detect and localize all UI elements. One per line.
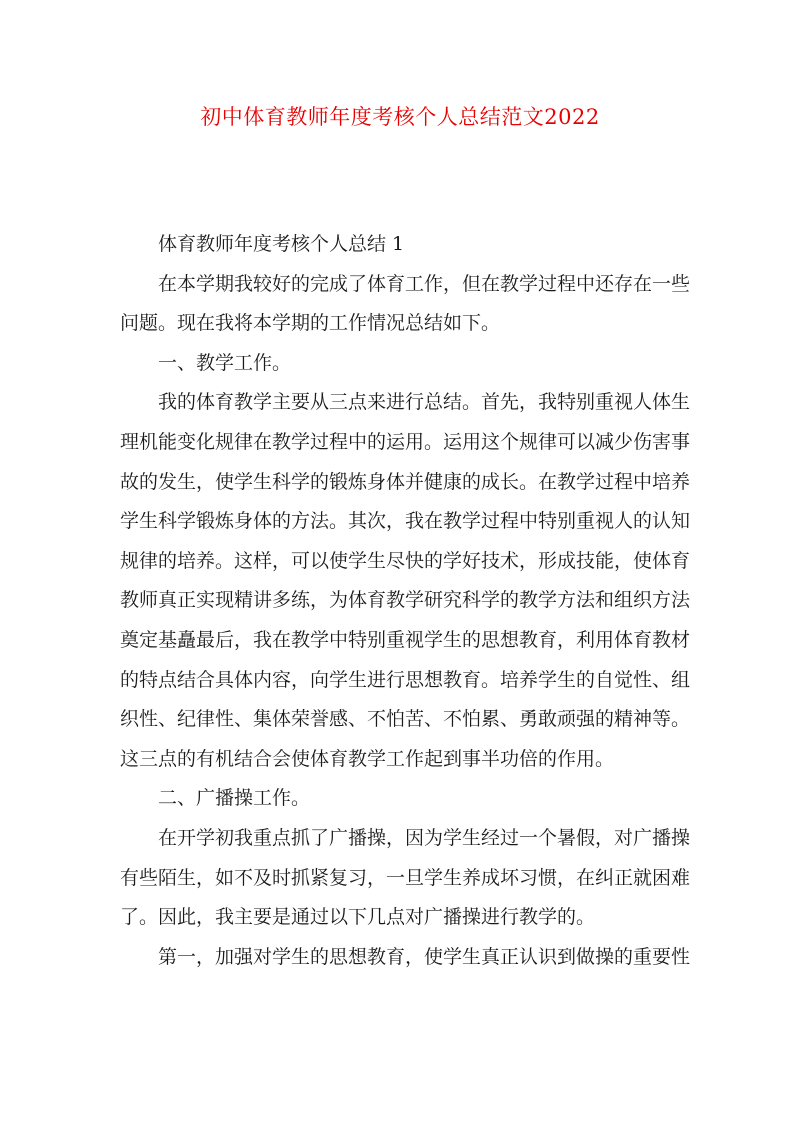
text-line: 有些陌生，如不及时抓紧复习，一旦学生养成坏习惯，在纠正就困难: [120, 866, 691, 889]
document-body: [120, 225, 691, 977]
text-line: 这三点的有机结合会使体育教学工作起到事半功倍的作用。: [120, 747, 615, 770]
text-line: 在开学初我重点抓了广播操，因为学生经过一个暑假，对广播操: [158, 826, 691, 849]
text-line: 学生科学锻炼身体的方法。其次，我在教学过程中特别重视人的认知: [120, 510, 691, 533]
text-line: 的特点结合具体内容，向学生进行思想教育。培养学生的自觉性、组: [120, 668, 691, 691]
text-line: 体育教师年度考核个人总结 1: [158, 233, 405, 255]
text-line: 规律的培养。这样，可以使学生尽快的学好技术，形成技能，使体育: [120, 549, 691, 572]
text-line: 了。因此，我主要是通过以下几点对广播操进行教学的。: [120, 906, 596, 929]
text-line: 奠定基矗最后，我在教学中特别重视学生的思想教育，利用体育教材: [120, 628, 691, 651]
text-line: 二、广播操工作。: [158, 787, 311, 810]
document-title: 初中体育教师年度考核个人总结范文2022: [200, 105, 600, 129]
text-line: 第一，加强对学生的思想教育，使学生真正认识到做操的重要性: [158, 945, 691, 968]
text-line: 织性、纪律性、集体荣誉感、不怕苦、不怕累、勇敢顽强的精神等。: [120, 708, 691, 731]
text-line: 我的体育教学主要从三点来进行总结。首先，我特别重视人体生: [158, 391, 691, 414]
text-line: 故的发生，使学生科学的锻炼身体并健康的成长。在教学过程中培养: [120, 470, 691, 493]
text-line: 理机能变化规律在教学过程中的运用。运用这个规律可以减少伤害事: [120, 430, 691, 453]
text-line: 在本学期我较好的完成了体育工作，但在教学过程中还存在一些: [158, 272, 691, 295]
text-line: 教师真正实现精讲多练，为体育教学研究科学的教学方法和组织方法: [120, 589, 691, 612]
text-line: 问题。现在我将本学期的工作情况总结如下。: [120, 312, 501, 335]
text-line: 一、教学工作。: [158, 351, 292, 374]
